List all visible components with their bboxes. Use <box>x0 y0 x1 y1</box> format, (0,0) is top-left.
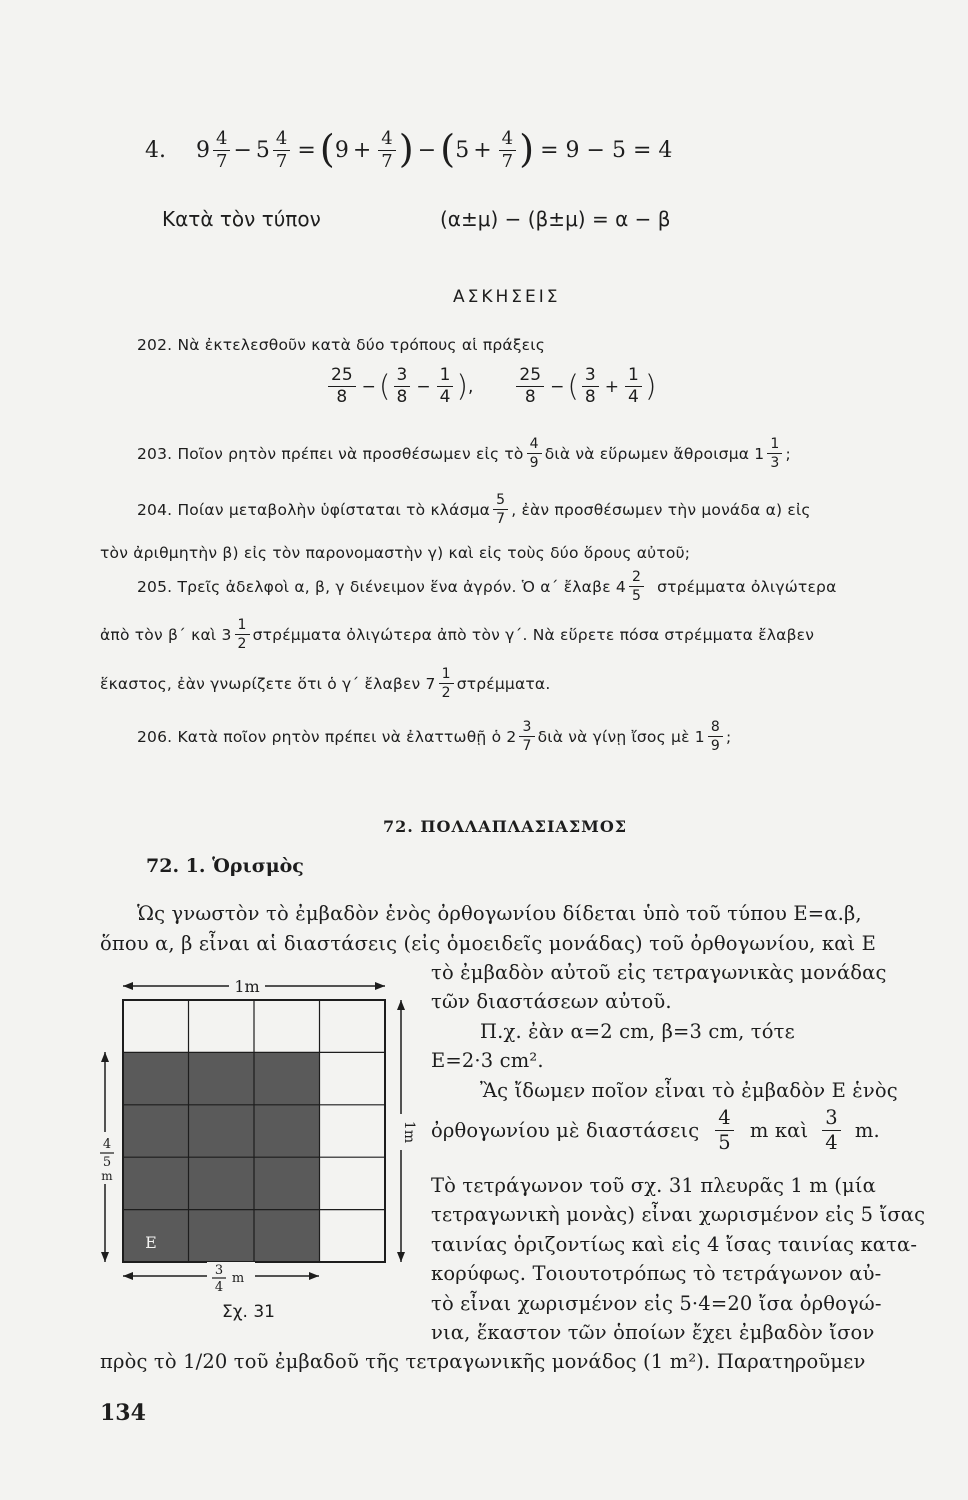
figure-caption: Σχ. 31 <box>222 1302 276 1322</box>
exercise-205-line2: ἀπὸ τὸν β΄ καὶ 3 $\frac{1}{2}$ στρέμματα ὀλιγώτερα ἀπὸ τὸν γ΄. Νὰ εὕρετε πόσα στρέμματα ἔλαβεν <box>100 617 815 652</box>
para-line-11: ταινίας ὁριζοντίως καὶ εἰς 4 ἴσας ταινίας κατα- <box>431 1233 918 1256</box>
exercise-202-text: 202. Νὰ ἐκτελεσθοῦν κατὰ δύο τρόπους αἱ πράξεις <box>137 336 545 354</box>
exercise-204-line2: τὸν ἀριθμητὴν β) εἰς τὸν παρονομαστὴν γ) καὶ εἰς τοὺς δύο ὅρους αὐτοῦ; <box>100 544 691 562</box>
subsection-title: 72. 1. Ὁρισμὸς <box>146 855 304 877</box>
chapter-title: 72. ΠΟΛΛΑΠΛΑΣΙΑΣΜΟΣ <box>383 817 628 836</box>
para-line-9: Τὸ τετράγωνον τοῦ σχ. 31 πλευρᾶς 1 m (μία <box>431 1174 876 1197</box>
para-line-13: τὸ εἶναι χωρισμένον εἰς 5·4=20 ἴσα ὀρθογώ- <box>431 1292 882 1315</box>
exercise-204: 204. Ποίαν μεταβολὴν ὑφίσταται τὸ κλάσμα $\frac{5}{7}$ , ἐὰν προσθέσωμεν τὴν μονάδα α) εἰς <box>137 492 811 527</box>
paren-close: ) <box>398 127 414 173</box>
bottom-dim-numerator: 3 <box>214 1263 224 1278</box>
example-4-equation: 4. 9 $\frac{4}{7}$ − 5 $\frac{4}{7}$ = ( 9 + $\frac{4}{7}$ ) − ( 5 + $\frac{4}{7}$ ) = 9 − 5 = 4 <box>145 127 673 173</box>
area-label: Ε <box>145 1233 157 1252</box>
section-title: ΑΣΚΗΣΕΙΣ <box>453 287 561 307</box>
right-dimension-label: 1m <box>401 1120 417 1144</box>
para-line-14: νια, ἕκαστον τῶν ὁποίων ἔχει ἐμβαδὸν ἴσον <box>431 1321 875 1344</box>
paren-close: ) <box>519 127 535 173</box>
para-line-8: ὀρθογωνίου μὲ διαστάσεις $\frac{4}{5}$ m καὶ $\frac{3}{4}$ m. <box>431 1106 880 1154</box>
left-dim-denominator: 5 <box>102 1155 112 1170</box>
arrowhead <box>123 982 133 990</box>
para-line-7: Ἂς ἴδωμεν ποῖον εἶναι τὸ ἐμβαδὸν Ε ἑνὸς <box>480 1079 898 1102</box>
example-number: 4. <box>145 138 166 163</box>
arrowhead <box>101 1252 109 1262</box>
para-line-1: Ὡς γνωστὸν τὸ ἐμβαδὸν ἑνὸς ὀρθογωνίου δίδεται ὑπὸ τοῦ τύπου Ε=α.β, <box>137 902 862 925</box>
para-line-3: τὸ ἐμβαδὸν αὐτοῦ εἰς τετραγωνικὰς μονάδας <box>431 961 887 984</box>
para-line-15: πρὸς τὸ 1/20 τοῦ ἐμβαδοῦ τῆς τετραγωνικῆς μονάδος (1 m²). Παρατηροῦμεν <box>100 1350 866 1373</box>
left-dim-unit: m <box>101 1169 113 1183</box>
exercise-205-line1: 205. Τρεῖς ἀδελφοὶ α, β, γ διένειμον ἕνα ἀγρόν. Ὁ α΄ ἔλαβε 4 $\frac{2}{5}$ στρέμματα ὀλιγώτερα <box>137 569 837 604</box>
para-line-4: τῶν διαστάσεων αὐτοῦ. <box>431 990 672 1013</box>
top-dimension-label: 1m <box>234 977 260 996</box>
paren-open: ( <box>319 127 335 173</box>
arrowhead <box>375 982 385 990</box>
rule-line: Κατὰ τὸν τύπον <box>162 207 321 231</box>
left-dim-numerator: 4 <box>102 1137 112 1152</box>
para-line-10: τετραγωνικὴ μονὰς) εἶναι χωρισμένον εἰς 5 ἴσας <box>431 1203 926 1226</box>
para-line-12: κορύφως. Τοιουτοτρόπως τὸ τετράγωνον αὐ- <box>431 1262 882 1285</box>
exercise-205-line3: ἕκαστος, ἐὰν γνωρίζετε ὅτι ὁ γ΄ ἔλαβεν 7 $\frac{1}{2}$ στρέμματα. <box>100 666 551 701</box>
para-line-2: ὅπου α, β εἶναι αἱ διαστάσεις (εἰς ὁμοειδεῖς μονάδας) τοῦ ὀρθογωνίου, καὶ Ε <box>100 932 877 955</box>
arrowhead <box>101 1052 109 1062</box>
arrowhead <box>123 1272 133 1280</box>
arrowhead <box>309 1272 319 1280</box>
paren-open: ( <box>440 127 456 173</box>
arrowhead <box>397 1000 405 1010</box>
para-line-6: Ε=2·3 cm². <box>431 1049 544 1072</box>
exercise-202-expressions: $\frac{25}{8}$ − ( $\frac{3}{8}$ − $\frac{1}{4}$ ) , $\frac{25}{8}$ − ( $\frac{3}{8}$ + $\frac{1}{4}$ ) <box>325 367 656 406</box>
figure-31 <box>95 972 425 1312</box>
rule-formula: (α±μ) − (β±μ) = α − β <box>440 207 671 231</box>
arrowhead <box>397 1252 405 1262</box>
para-line-5: Π.χ. ἐὰν α=2 cm, β=3 cm, τότε <box>480 1020 795 1043</box>
exercise-206: 206. Κατὰ ποῖον ρητὸν πρέπει νὰ ἐλαττωθῇ ὁ 2 $\frac{3}{7}$ διὰ νὰ γίνῃ ἴσος μὲ 1 $\frac{8}{9}$ ; <box>137 719 732 754</box>
exercise-203: 203. Ποῖον ρητὸν πρέπει νὰ προσθέσωμεν εἰς τὸ $\frac{4}{9}$ διὰ νὰ εὕρωμεν ἄθροισμα 1 $\frac{1}{3}$ ; <box>137 436 791 471</box>
page-number: 134 <box>100 1400 146 1426</box>
bottom-dim-denominator: 4 <box>214 1280 224 1295</box>
bottom-dim-unit: m <box>231 1271 245 1286</box>
